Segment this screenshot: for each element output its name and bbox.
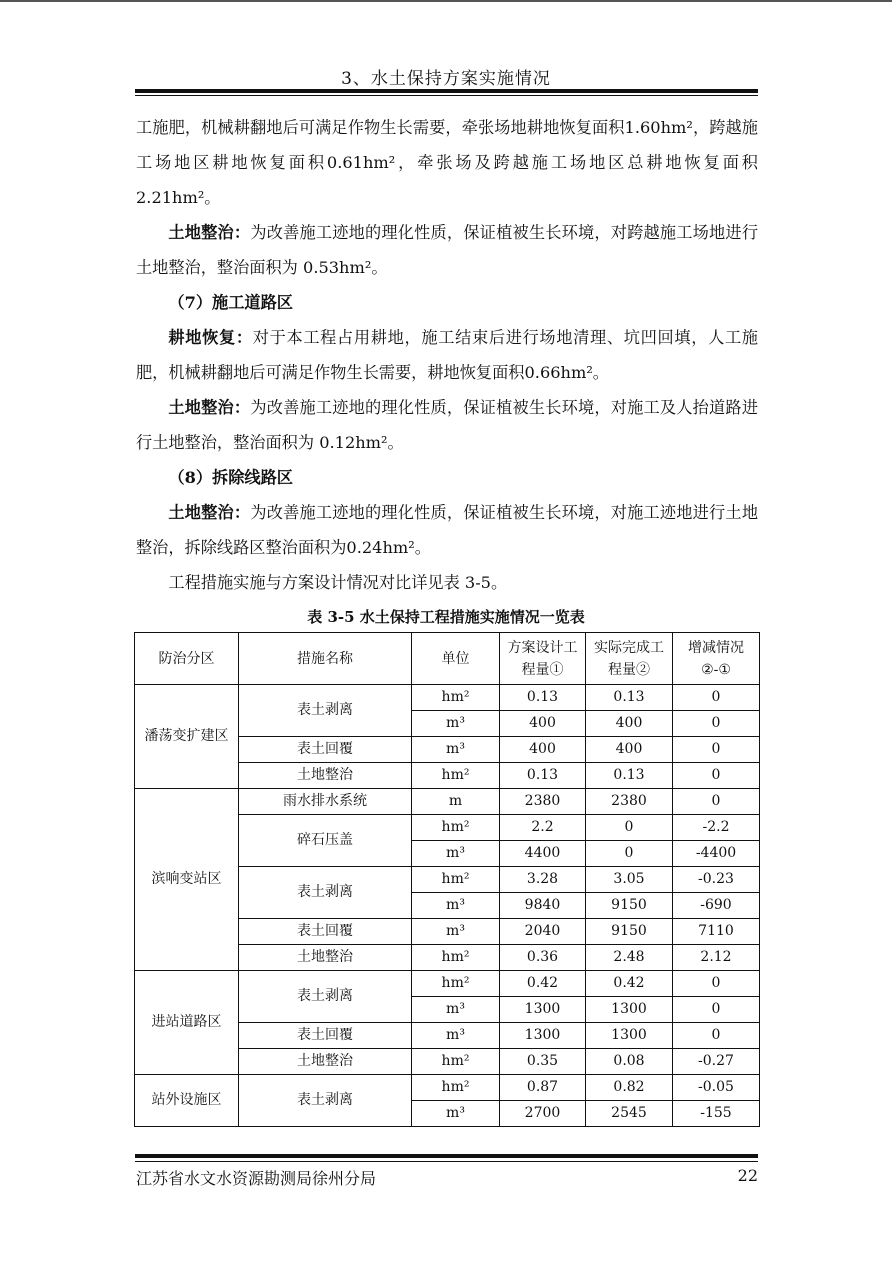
table-row [135, 971, 760, 997]
page-number: 22 [737, 1166, 758, 1185]
design-cell: 0.42 [500, 971, 586, 997]
header-rule [135, 89, 758, 93]
unit-cell: m [412, 789, 500, 815]
unit-cell: hm² [412, 867, 500, 893]
actual-cell: 9150 [586, 893, 673, 919]
measure-cell: 雨水排水系统 [239, 789, 412, 815]
zone-cell: 站外设施区 [135, 1075, 239, 1127]
change-cell: -155 [673, 1101, 760, 1127]
paragraph-lead: 土地整治： [168, 503, 251, 522]
design-cell: 0.36 [500, 945, 586, 971]
change-cell: -2.2 [673, 815, 760, 841]
design-cell: 9840 [500, 893, 586, 919]
measure-cell: 表土回覆 [239, 919, 412, 945]
unit-cell: hm² [412, 971, 500, 997]
header-actual-quantity: 实际完成工 程量② [586, 633, 673, 685]
actual-cell: 0 [586, 815, 673, 841]
change-cell: 0 [673, 711, 760, 737]
change-cell: -0.27 [673, 1049, 760, 1075]
paragraph-text: 为改善施工迹地的理化性质，保证植被生长环境，对施工及人抬道路进行土地整治，整治面积为 0.12hm²。 [136, 398, 759, 452]
actual-cell: 3.05 [586, 867, 673, 893]
design-cell: 1300 [500, 997, 586, 1023]
paragraph-table-reference: 工程措施实施与方案设计情况对比详见表 3-5。 [168, 573, 508, 592]
table-row [135, 1075, 760, 1101]
table-header-row [135, 633, 760, 685]
footer-rule [135, 1154, 758, 1158]
paragraph-lead: 土地整治： [168, 398, 251, 417]
engineering-measures-table [134, 632, 760, 1127]
actual-cell: 0.13 [586, 685, 673, 711]
actual-cell: 2380 [586, 789, 673, 815]
unit-cell: hm² [412, 815, 500, 841]
change-cell: 0 [673, 685, 760, 711]
actual-cell: 0.08 [586, 1049, 673, 1075]
measure-cell: 碎石压盖 [239, 815, 412, 867]
unit-cell: m³ [412, 1101, 500, 1127]
change-cell: -4400 [673, 841, 760, 867]
design-cell: 2.2 [500, 815, 586, 841]
header-rule-thin [135, 95, 758, 96]
measure-cell: 表土回覆 [239, 737, 412, 763]
change-cell: -0.05 [673, 1075, 760, 1101]
table-caption: 表 3-5 水土保持工程措施实施情况一览表 [307, 608, 585, 626]
paragraph-land-remediation-removed-line [136, 495, 758, 565]
unit-cell: m³ [412, 997, 500, 1023]
paragraph-text: 为改善施工迹地的理化性质，保证植被生长环境，对施工迹地进行土地整治，拆除线路区整治面积为0.24hm²。 [136, 503, 759, 557]
page-top-border [0, 0, 892, 2]
zone-cell: 滨响变站区 [135, 789, 239, 971]
body-text [136, 110, 758, 600]
change-cell: -690 [673, 893, 760, 919]
actual-cell: 1300 [586, 1023, 673, 1049]
design-cell: 2700 [500, 1101, 586, 1127]
zone-cell: 潘荡变扩建区 [135, 685, 239, 789]
design-cell: 1300 [500, 1023, 586, 1049]
header-unit: 单位 [412, 633, 500, 685]
actual-cell: 0.13 [586, 763, 673, 789]
change-cell: 0 [673, 1023, 760, 1049]
header-change: 增减情况 ②-① [673, 633, 760, 685]
design-cell: 4400 [500, 841, 586, 867]
measure-cell: 表土回覆 [239, 1023, 412, 1049]
paragraph-text: 为改善施工迹地的理化性质，保证植被生长环境，对跨越施工场地进行土地整治，整治面积为 0.53hm²。 [136, 223, 759, 277]
paragraph-text: 对于本工程占用耕地，施工结束后进行场地清理、坑凹回填，人工施肥，机械耕翻地后可满足作物生长需要，耕地恢复面积0.66hm²。 [136, 328, 758, 382]
design-cell: 400 [500, 711, 586, 737]
table-row [135, 685, 760, 711]
design-cell: 0.13 [500, 685, 586, 711]
unit-cell: hm² [412, 685, 500, 711]
actual-cell: 2.48 [586, 945, 673, 971]
unit-cell: hm² [412, 945, 500, 971]
change-cell: 0 [673, 971, 760, 997]
unit-cell: m³ [412, 919, 500, 945]
measure-cell: 表土剥离 [239, 971, 412, 1023]
section-heading-construction-road: （7）施工道路区 [168, 293, 293, 312]
actual-cell: 2545 [586, 1101, 673, 1127]
actual-cell: 1300 [586, 997, 673, 1023]
actual-cell: 400 [586, 711, 673, 737]
unit-cell: m³ [412, 893, 500, 919]
measure-cell: 表土剥离 [239, 685, 412, 737]
section-heading-removed-line: （8）拆除线路区 [168, 468, 293, 487]
unit-cell: hm² [412, 1075, 500, 1101]
unit-cell: m³ [412, 711, 500, 737]
footer-rule-thin [135, 1161, 758, 1162]
actual-cell: 0.42 [586, 971, 673, 997]
design-cell: 0.35 [500, 1049, 586, 1075]
zone-cell: 进站道路区 [135, 971, 239, 1075]
unit-cell: m³ [412, 1023, 500, 1049]
header-measure: 措施名称 [239, 633, 412, 685]
paragraph-land-remediation-road [136, 390, 758, 460]
actual-cell: 400 [586, 737, 673, 763]
header-zone: 防治分区 [135, 633, 239, 685]
actual-cell: 0.82 [586, 1075, 673, 1101]
design-cell: 3.28 [500, 867, 586, 893]
paragraph-land-remediation-crossing [136, 215, 758, 285]
change-cell: 0 [673, 737, 760, 763]
change-cell: 0 [673, 789, 760, 815]
change-cell: 7110 [673, 919, 760, 945]
footer-organization: 江苏省水文水资源勘测局徐州分局 [136, 1169, 377, 1188]
paragraph-cropland-restoration [136, 320, 758, 390]
unit-cell: m³ [412, 737, 500, 763]
change-cell: -0.23 [673, 867, 760, 893]
measure-cell: 表土剥离 [239, 867, 412, 919]
unit-cell: hm² [412, 1049, 500, 1075]
measure-cell: 表土剥离 [239, 1075, 412, 1127]
measure-cell: 土地整治 [239, 1049, 412, 1075]
actual-cell: 0 [586, 841, 673, 867]
header-design-quantity: 方案设计工 程量① [500, 633, 586, 685]
unit-cell: hm² [412, 763, 500, 789]
design-cell: 2380 [500, 789, 586, 815]
change-cell: 2.12 [673, 945, 760, 971]
actual-cell: 9150 [586, 919, 673, 945]
change-cell: 0 [673, 763, 760, 789]
design-cell: 0.13 [500, 763, 586, 789]
design-cell: 0.87 [500, 1075, 586, 1101]
table-row [135, 789, 760, 815]
measure-cell: 土地整治 [239, 763, 412, 789]
design-cell: 400 [500, 737, 586, 763]
paragraph-cropland-continued: 工施肥，机械耕翻地后可满足作物生长需要，牵张场地耕地恢复面积1.60hm²，跨越施工场地区耕地恢复面积0.61hm²，牵张场及跨越施工场地区总耕地恢复面积2.21hm²。 [136, 118, 758, 207]
change-cell: 0 [673, 997, 760, 1023]
measure-cell: 土地整治 [239, 945, 412, 971]
paragraph-lead: 耕地恢复： [168, 328, 253, 347]
paragraph-lead: 土地整治： [168, 223, 251, 242]
design-cell: 2040 [500, 919, 586, 945]
unit-cell: m³ [412, 841, 500, 867]
running-header-title: 3、水土保持方案实施情况 [341, 69, 551, 89]
